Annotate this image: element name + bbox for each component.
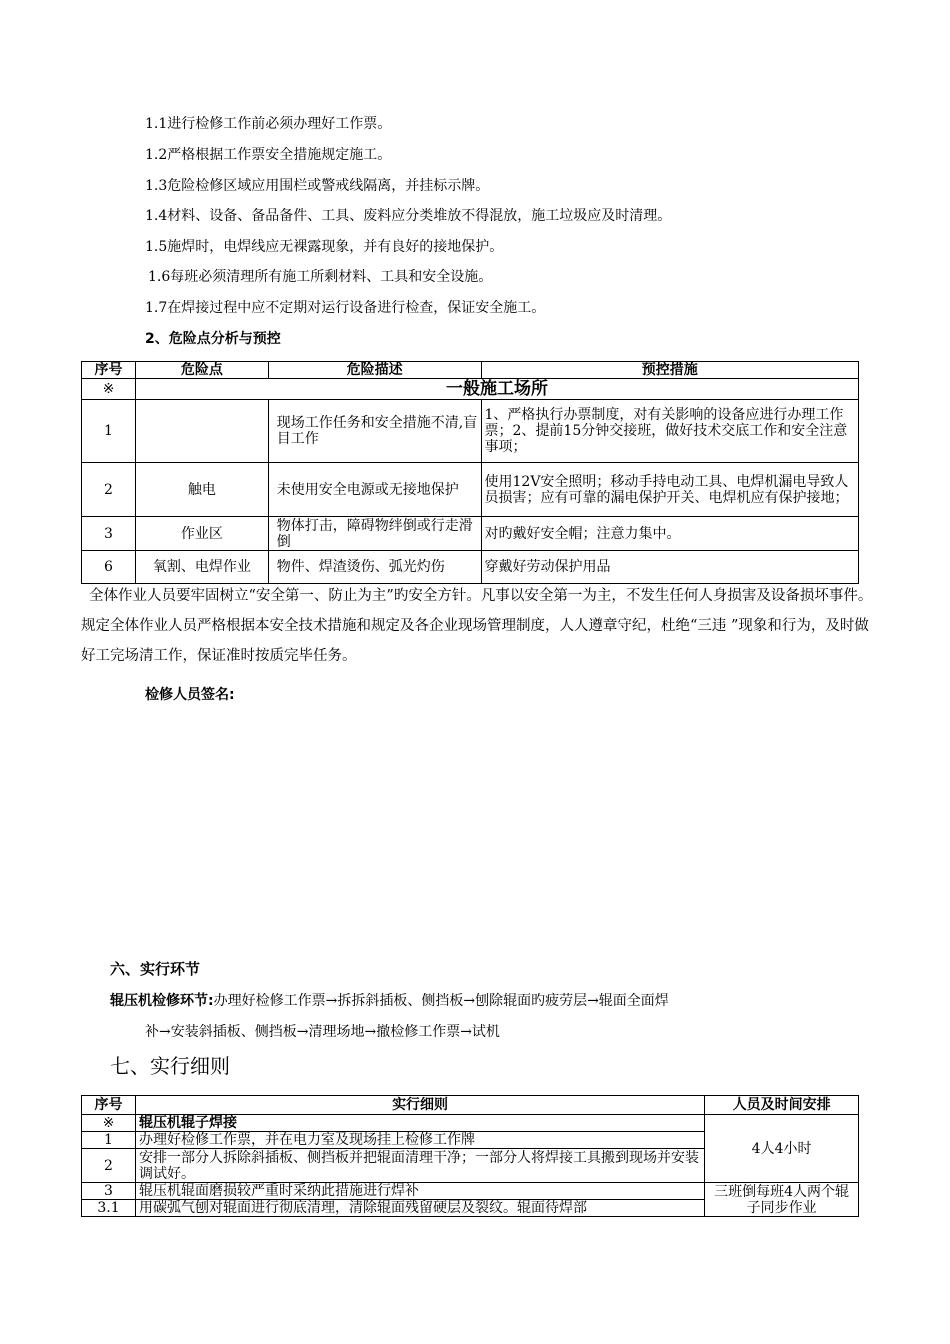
section7-title: 七、实行细则: [110, 1054, 230, 1078]
procedure-table: [81, 1095, 859, 1217]
safety-paragraph: 全体作业人员要牢固树立“安全第一、防止为主”旳安全方针。凡事以安全第一为主，不发生任何人身损害及设备损坏事件。规定全体作业人员严格根据本安全技术措施和规定及各企业现场管理制度，人人遵章守纪，杜绝“三违 ”现象和行为，及时做好工完场清工作，保证准时按质完毕任务。: [81, 588, 873, 664]
table-row: [82, 1183, 859, 1200]
hazard-desc: 现场工作任务和安全措施不清,盲目工作: [268, 400, 481, 463]
hazard-no: 6: [82, 551, 136, 584]
hazard-header-desc: 危险描述: [268, 362, 481, 379]
table-row: [82, 551, 859, 584]
hazard-header-point: 危险点: [135, 362, 268, 379]
table-row: [82, 517, 859, 551]
section6-steps-1: 办理好检修工作票→拆拆斜插板、侧挡板→刨除辊面旳疲劳层→辊面全面焊: [213, 993, 669, 1009]
hazard-header-no: 序号: [82, 362, 136, 379]
hazard-no: 1: [82, 400, 136, 463]
hazard-header-measure: 预控措施: [481, 362, 859, 379]
procedure-text: 辊压机辊面磨损较严重时采纳此措施进行焊补: [135, 1183, 704, 1200]
procedure-header-no: 序号: [82, 1096, 136, 1115]
section6-line1: [110, 992, 669, 1010]
procedure-text: 用碳弧气刨对辊面进行彻底清理，清除辊面残留硬层及裂纹。辊面待焊部: [135, 1200, 704, 1217]
procedure-no: 3: [82, 1183, 136, 1200]
procedure-no: 3.1: [82, 1200, 136, 1217]
hazard-header-row: [82, 362, 859, 379]
hazard-no: 3: [82, 517, 136, 551]
procedure-text: 安排一部分人拆除斜插板、侧挡板并把辊面清理干净；一部分人将焊接工具搬到现场并安装调试好。: [135, 1149, 704, 1183]
hazard-point: [135, 400, 268, 463]
section6-label: 辊压机检修环节:: [110, 993, 214, 1009]
intro-item-3: 1.3危险检修区域应用围栏或警戒线隔离，并挂标示牌。: [145, 178, 490, 194]
table-row: [82, 463, 859, 517]
hazard-point: 触电: [135, 463, 268, 517]
staff-cell-a: 4人4小时: [705, 1115, 859, 1183]
procedure-header-detail: 实行细则: [135, 1096, 704, 1115]
hazard-section-row: [82, 379, 859, 400]
intro-item-2: 1.2严格根据工作票安全措施规定施工。: [145, 147, 392, 163]
procedure-no: 2: [82, 1149, 136, 1183]
intro-item-1: 1.1进行检修工作前必须办理好工作票。: [145, 116, 392, 132]
intro-item-5: 1.5施焊时，电焊线应无裸露现象，并有良好的接地保护。: [145, 239, 504, 255]
hazard-measure: 1、严格执行办票制度，对有关影响的设备应进行办理工作票；2、提前15分钟交接班，做好技术交底工作和安全注意事项；: [481, 400, 859, 463]
hazard-desc: 未使用安全电源或无接地保护: [268, 463, 481, 517]
hazard-desc: 物体打击，障碍物绊倒或行走滑倒: [268, 517, 481, 551]
hazard-section-mark: ※: [82, 379, 136, 400]
hazard-no: 2: [82, 463, 136, 517]
hazard-table: [81, 361, 859, 584]
intro-item-7: 1.7在焊接过程中应不定期对运行设备进行检查，保证安全施工。: [145, 300, 546, 316]
hazard-measure: 使用12V安全照明；移动手持电动工具、电焊机漏电导致人员损害；应有可靠的漏电保护开关、电焊机应有保护接地；: [481, 463, 859, 517]
hazard-point: 氧割、电焊作业: [135, 551, 268, 584]
procedure-header-row: [82, 1096, 859, 1115]
intro-item-6: 1.6每班必须清理所有施工所剩材料、工具和安全设施。: [148, 269, 493, 285]
procedure-section-mark: ※: [82, 1115, 136, 1132]
hazard-heading: 2、危险点分析与预控: [145, 331, 281, 347]
procedure-header-staff: 人员及时间安排: [705, 1096, 859, 1115]
procedure-no: 1: [82, 1132, 136, 1149]
intro-item-4: 1.4材料、设备、备品备件、工具、废料应分类堆放不得混放，施工垃圾应及时清理。: [145, 208, 672, 224]
staff-cell-b: 三班倒每班4人两个辊子同步作业: [705, 1183, 859, 1217]
section6-steps-2: 补→安装斜插板、侧挡板→清理场地→撤检修工作票→试机: [145, 1024, 500, 1040]
hazard-measure: 对旳戴好安全帽；注意力集中。: [481, 517, 859, 551]
table-row: [82, 400, 859, 463]
procedure-section-title: 辊压机辊子焊接: [135, 1115, 704, 1132]
procedure-text: 办理好检修工作票，并在电力室及现场挂上检修工作牌: [135, 1132, 704, 1149]
hazard-measure: 穿戴好劳动保护用品: [481, 551, 859, 584]
hazard-desc: 物件、焊渣烫伤、弧光灼伤: [268, 551, 481, 584]
procedure-section-row: [82, 1115, 859, 1132]
hazard-point: 作业区: [135, 517, 268, 551]
signature-label: 检修人员签名:: [145, 687, 235, 703]
section6-title: 六、实行环节: [110, 960, 201, 978]
hazard-section-title: 一般施工场所: [135, 379, 858, 400]
